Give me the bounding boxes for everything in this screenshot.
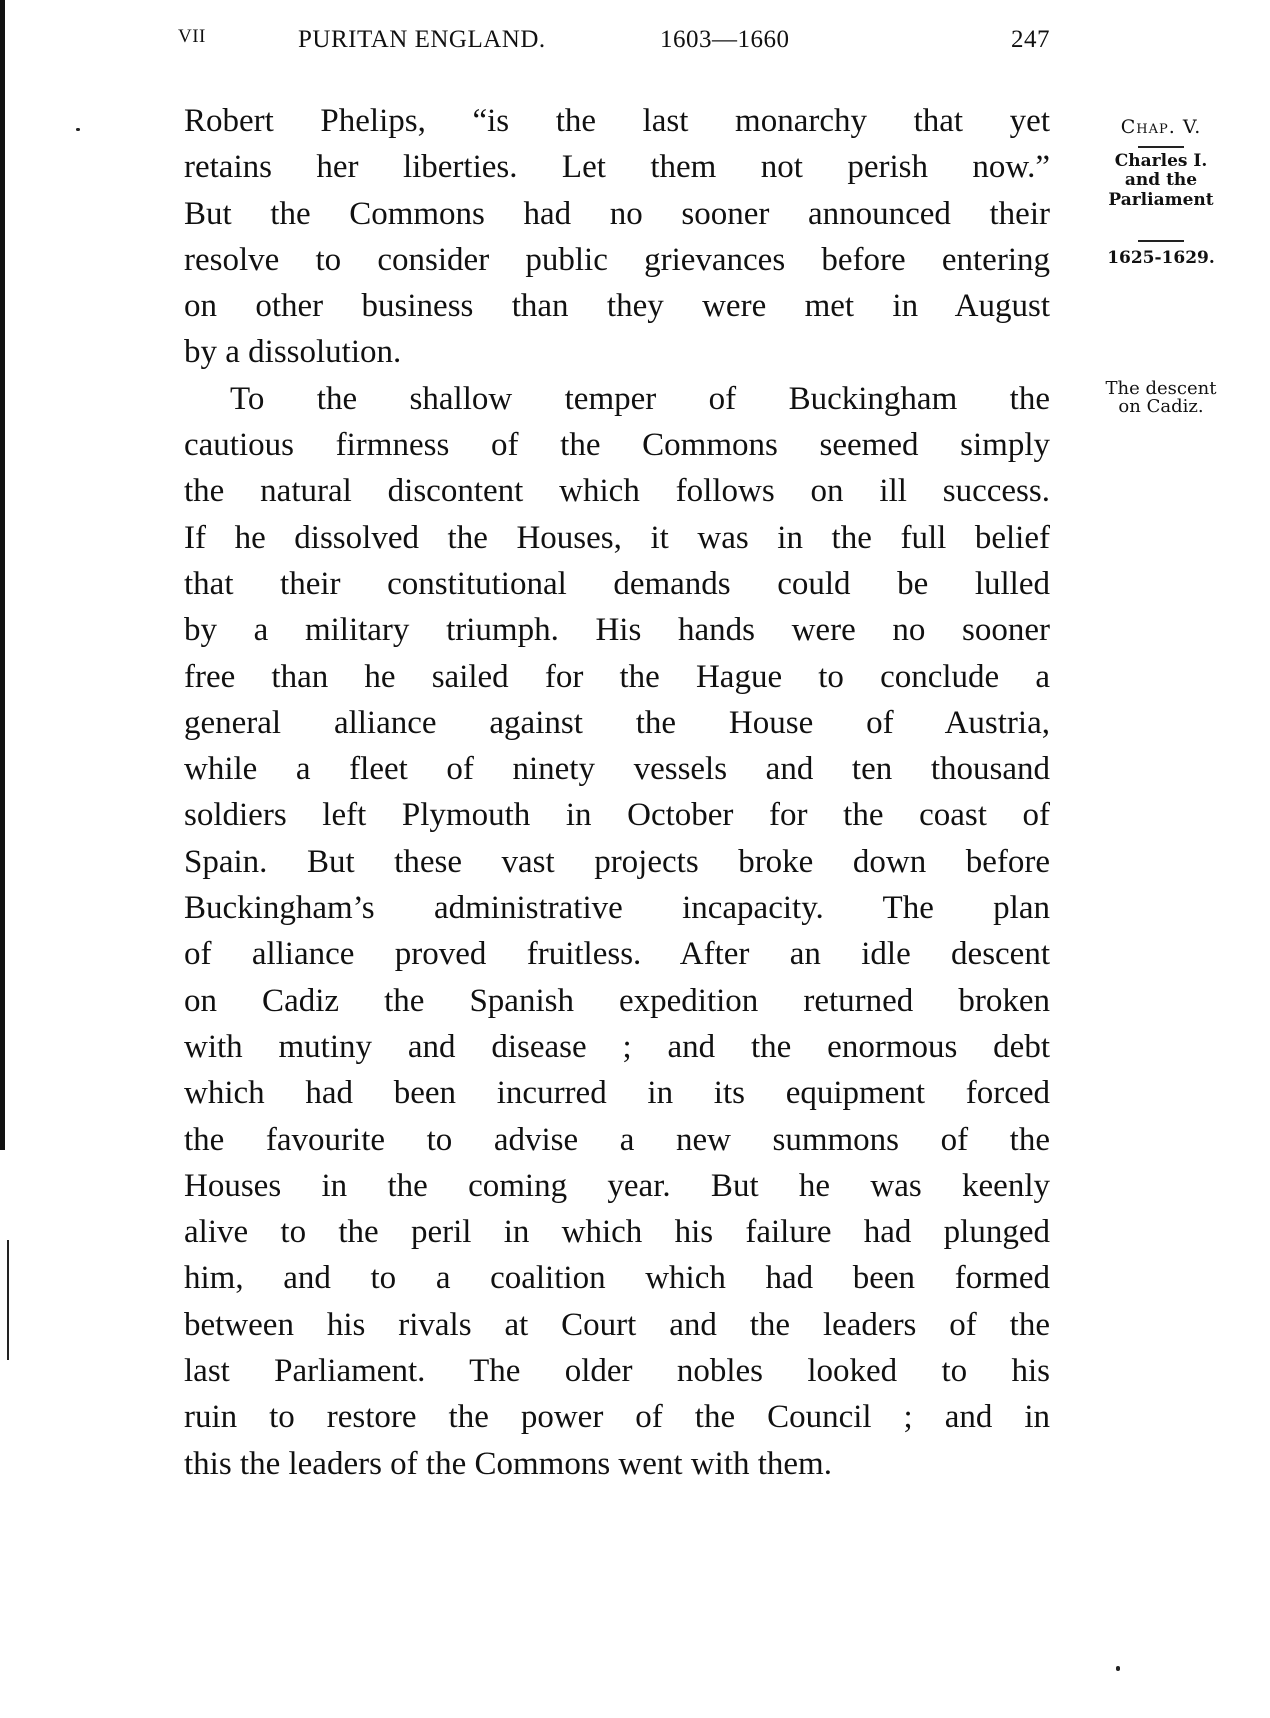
text-line: alive to the peril in which his failure had plunged — [184, 1214, 1050, 1251]
margin-rule — [1138, 146, 1184, 148]
margin-chapter: Chap. V. — [1120, 116, 1202, 138]
text-line: If he dissolved the Houses, it was in the full belief — [184, 519, 1050, 556]
text-line: Robert Phelips, “is the last monarchy that yet — [184, 103, 1050, 139]
text-line: while a fleet of ninety vessels and ten thousand — [184, 751, 1050, 788]
margin-rule — [1138, 240, 1184, 242]
scan-edge-mark — [7, 1240, 9, 1360]
scan-edge-shadow — [0, 0, 5, 1150]
margin-years: 1625-1629. — [1107, 248, 1215, 268]
running-title: PURITAN ENGLAND. — [298, 26, 546, 53]
text-line: free than he sailed for the Hague to conclude a — [184, 658, 1050, 695]
running-dates: 1603—1660 — [660, 26, 790, 53]
text-line: Buckingham’s administrative incapacity. The plan — [184, 890, 1050, 927]
text-line: To the shallow temper of Buckingham the — [230, 380, 1050, 417]
page-number: 247 — [1011, 26, 1050, 53]
text-line: the favourite to advise a new summons of the — [184, 1121, 1050, 1158]
text-line: general alliance against the House of Austria, — [184, 704, 1050, 741]
text-line: on Cadiz the Spanish expedition returned broken — [184, 982, 1050, 1019]
text-line: retains her liberties. Let them not perish now.” — [184, 149, 1050, 186]
text-line: that their constitutional demands could be lulled — [184, 565, 1050, 602]
text-line: Houses in the coming year. But he was keenly — [184, 1167, 1050, 1204]
text-line: between his rivals at Court and the leaders of the — [184, 1306, 1050, 1343]
text-line: resolve to consider public grievances before entering — [184, 241, 1050, 278]
text-line: the natural discontent which follows on ill success. — [184, 473, 1050, 510]
text-line: which had been incurred in its equipment forced — [184, 1075, 1050, 1112]
scan-speck — [76, 128, 80, 131]
text-line: by a military triumph. His hands were no sooner — [184, 612, 1050, 649]
text-line: of alliance proved fruitless. After an idle descent — [184, 936, 1050, 973]
text-line: this the leaders of the Commons went with them. — [184, 1445, 832, 1482]
text-line: on other business than they were met in August — [184, 288, 1050, 325]
body-text — [184, 98, 1050, 1487]
margin-note-descent — [1055, 380, 1267, 416]
scan-speck — [1116, 1666, 1120, 1671]
running-header — [178, 26, 1050, 62]
margin-note-line: on Cadiz. — [1118, 396, 1204, 417]
margin-title-line: Parliament — [1108, 190, 1214, 210]
margin-section-title — [1055, 150, 1267, 211]
text-line: by a dissolution. — [184, 334, 402, 371]
text-line: cautious firmness of the Commons seemed simply — [184, 427, 1050, 464]
margin-note-line: The descent — [1105, 378, 1217, 399]
text-line: soldiers left Plymouth in October for the coast of — [184, 797, 1050, 834]
text-line: last Parliament. The older nobles looked to his — [184, 1353, 1050, 1390]
text-line: Spain. But these vast projects broke down before — [184, 843, 1050, 880]
margin-title-line: and the — [1124, 170, 1198, 190]
chapter-number: VII — [178, 26, 206, 47]
text-line: with mutiny and disease ; and the enormous debt — [184, 1028, 1050, 1065]
text-line: ruin to restore the power of the Council ; and in — [184, 1399, 1050, 1436]
text-line: But the Commons had no sooner announced their — [184, 195, 1050, 232]
margin-title-line: Charles I. — [1114, 151, 1208, 171]
text-line: him, and to a coalition which had been formed — [184, 1260, 1050, 1297]
